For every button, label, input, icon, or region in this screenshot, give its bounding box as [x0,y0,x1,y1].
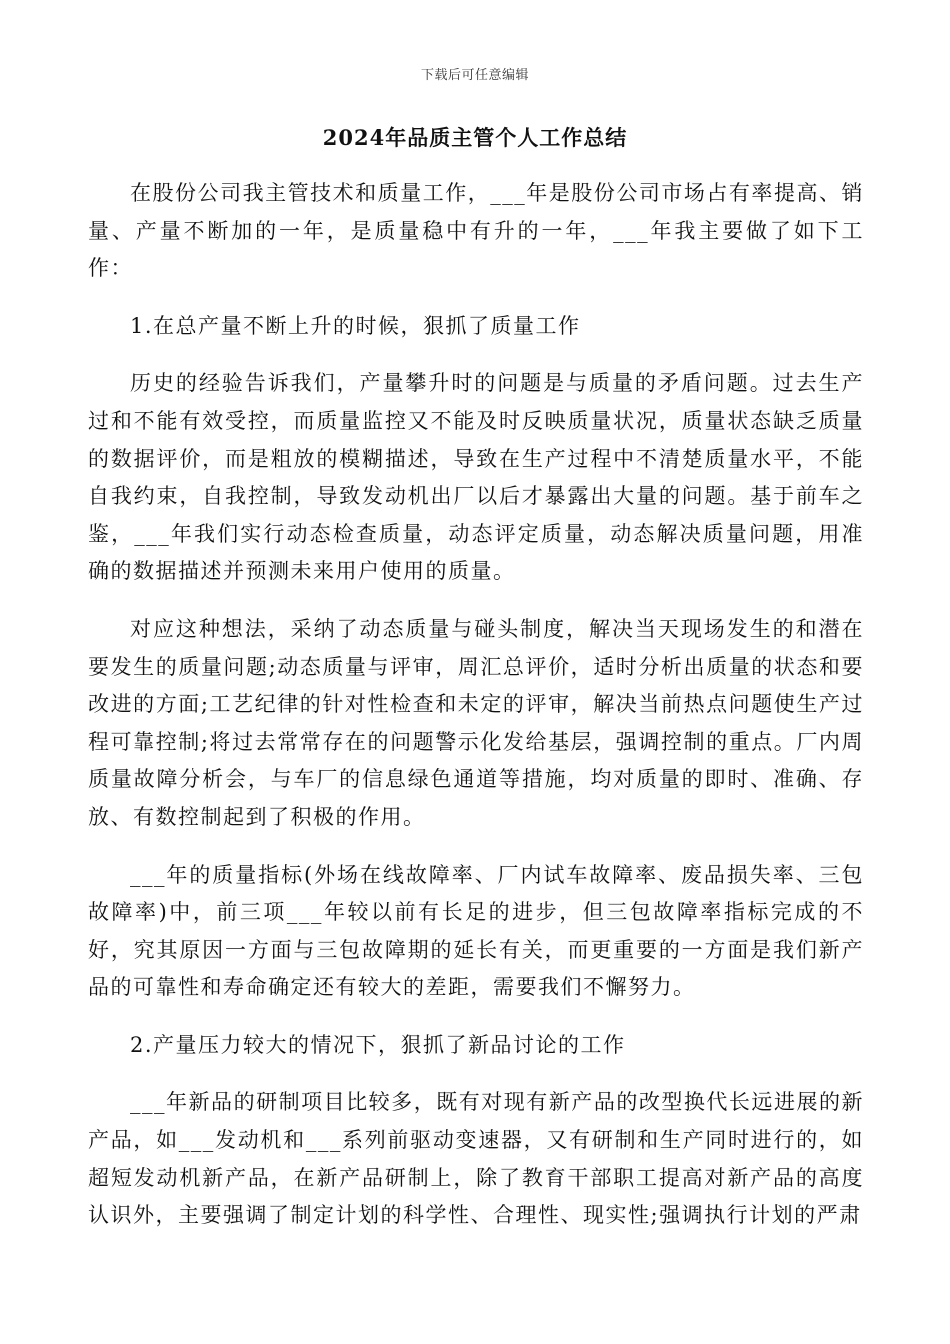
paragraph-indicators: ___年的质量指标(外场在线故障率、厂内试车故障率、废品损失率、三包故障率)中，前三项___年较以前有长足的进步，但三包故障率指标完成的不好，究其原因一方面与三包故障期的延长有关，而更重要的一方面是我们新产品的可靠性和寿命确定还有较大的差距，需要我们不懈努力。 [88,862,864,1000]
paragraph-measures: 对应这种想法，采纳了动态质量与碰头制度，解决当天现场发生的和潜在要发生的质量问题;动态质量与评审，周汇总评价，适时分析出质量的状态和要改进的方面;工艺纪律的针对性检查和未定的评审，解决当前热点问题使生产过程可靠控制;将过去常常存在的问题警示化发给基层，强调控制的重点。厂内周质量故障分析会，与车厂的信息绿色通道等措施，均对质量的即时、准确、存放、有数控制起到了积极的作用。 [88,616,864,829]
paragraph-history: 历史的经验告诉我们，产量攀升时的问题是与质量的矛盾问题。过去生产过和不能有效受控，而质量监控又不能及时反映质量状况，质量状态缺乏质量的数据评价，而是粗放的模糊描述，导致在生产过程中不清楚质量水平，不能自我约束，自我控制，导致发动机出厂以后才暴露出大量的问题。基于前车之鉴，___年我们实行动态检查质量，动态评定质量，动态解决质量问题，用准确的数据描述并预测未来用户使用的质量。 [88,371,864,584]
section-heading-1: 1.在总产量不断上升的时候，狠抓了质量工作 [130,313,581,338]
paragraph-new-products: ___年新品的研制项目比较多，既有对现有新产品的改型换代长远进展的新产品，如___发动机和___系列前驱动变速器，又有研制和生产同时进行的，如超短发动机新产品，在新产品研制上，除了教育干部职工提高对新产品的高度认识外，主要强调了制定计划的科学性、合理性、现实性;强调执行计划的严肃 [88,1090,864,1228]
header-note: 下载后可任意编辑 [420,68,529,83]
section-heading-2: 2.产量压力较大的情况下，狠抓了新品讨论的工作 [130,1032,626,1057]
paragraph-intro: 在股份公司我主管技术和质量工作，___年是股份公司市场占有率提高、销量、产量不断加的一年，是质量稳中有升的一年，___年我主要做了如下工作： [88,181,864,281]
document-body [88,175,864,1255]
document-title: 2024年品质主管个人工作总结 [322,125,628,150]
